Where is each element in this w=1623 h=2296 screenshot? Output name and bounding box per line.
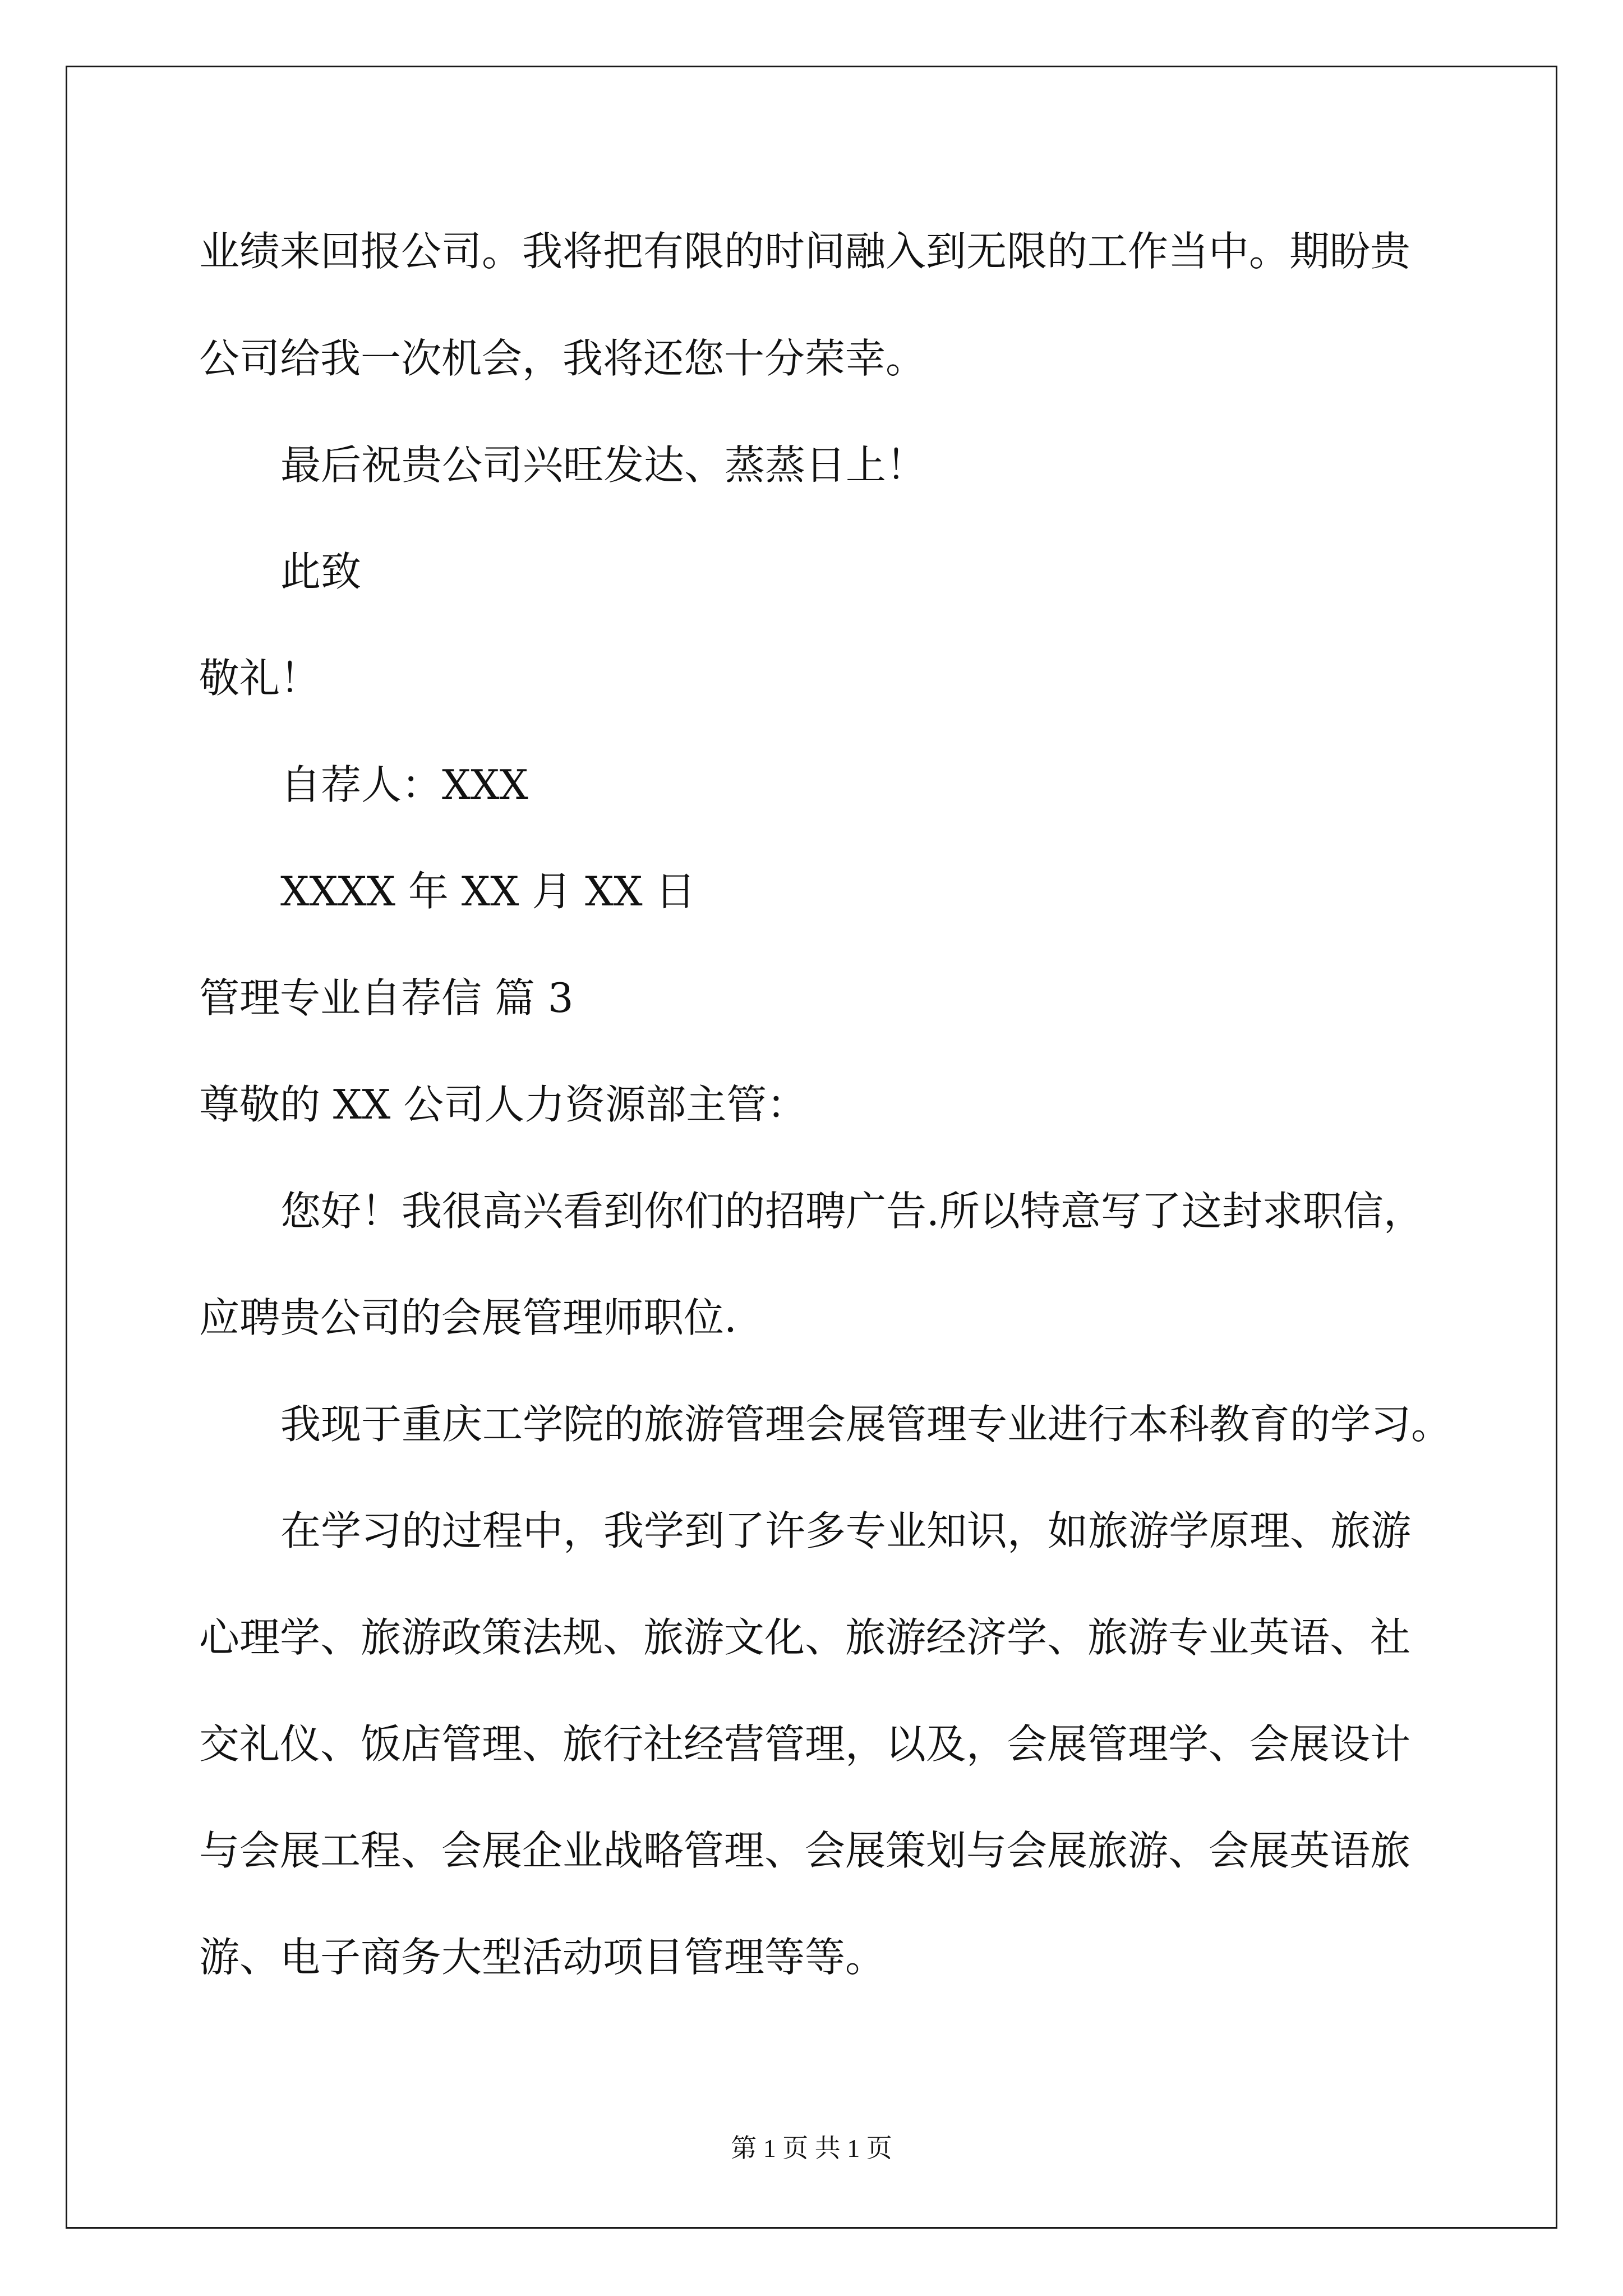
paragraph-line: 游、电子商务大型活动项目管理等等。: [199, 1934, 886, 1981]
letter-salutation: 尊敬的 XX 公司人力资源部主管：: [199, 1081, 808, 1128]
paragraph-line: 业绩来回报公司。我将把有限的时间融入到无限的工作当中。期盼贵: [199, 228, 1411, 275]
paragraph-line: 应聘贵公司的会展管理师职位.: [199, 1294, 737, 1341]
date-line: XXXX 年 XX 月 XX 日: [280, 868, 696, 915]
signature-line: 自荐人：XXX: [280, 761, 528, 808]
paragraph-line: 您好！我很高兴看到你们的招聘广告.所以特意写了这封求职信，: [280, 1188, 1424, 1235]
paragraph-line: 我现于重庆工学院的旅游管理会展管理专业进行本科教育的学习。: [280, 1401, 1452, 1448]
page-footer: 第 1 页 共 1 页: [731, 2134, 892, 2162]
salutation-cizhi: 此致: [280, 548, 362, 595]
paragraph-line: 在学习的过程中，我学到了许多专业知识，如旅游学原理、旅游: [280, 1507, 1412, 1554]
section-heading: 管理专业自荐信 篇 3: [199, 974, 574, 1022]
paragraph-line: 心理学、旅游政策法规、旅游文化、旅游经济学、旅游专业英语、社: [199, 1614, 1411, 1661]
paragraph-line: 公司给我一次机会，我将还您十分荣幸。: [199, 335, 926, 382]
salutation-jingli: 敬礼！: [199, 655, 321, 702]
paragraph-closing-wish: 最后祝贵公司兴旺发达、蒸蒸日上！: [280, 441, 927, 489]
page-border: [66, 66, 1557, 2229]
paragraph-line: 与会展工程、会展企业战略管理、会展策划与会展旅游、会展英语旅: [199, 1827, 1411, 1874]
paragraph-line: 交礼仪、饭店管理、旅行社经营管理，以及，会展管理学、会展设计: [199, 1720, 1411, 1768]
